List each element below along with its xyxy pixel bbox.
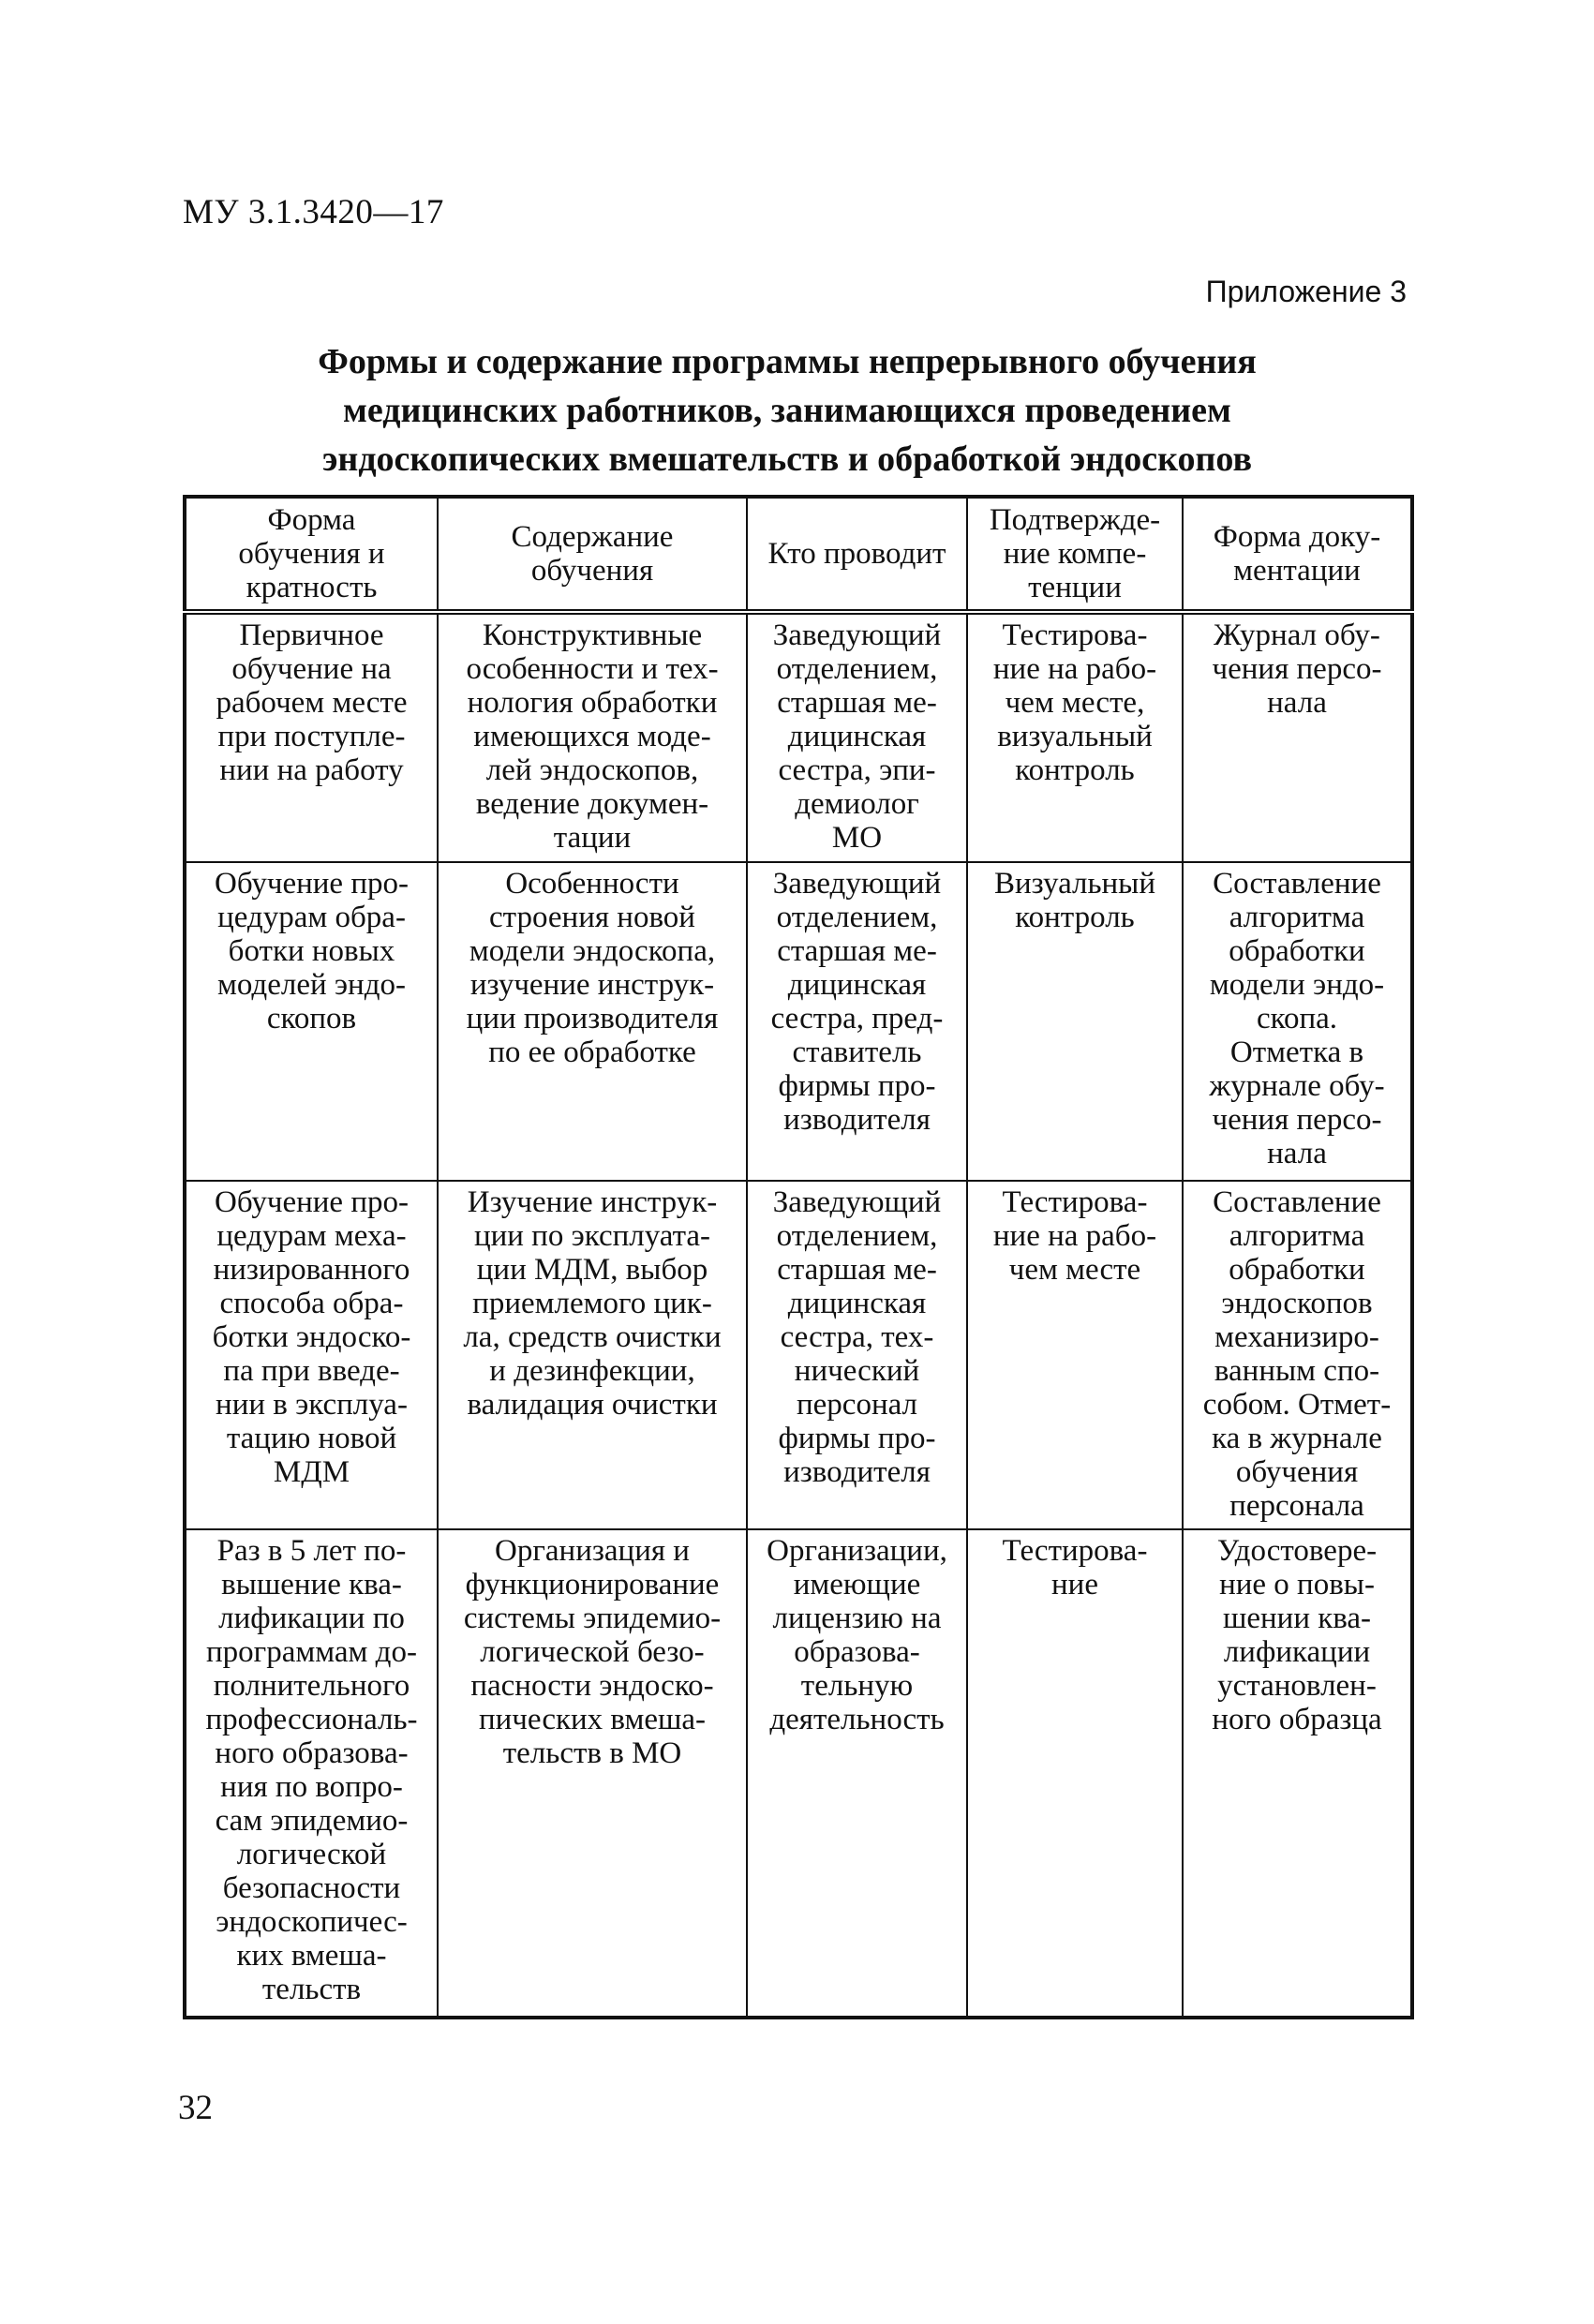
title-line: медицинских работников, занимающихся проведением [343, 391, 1231, 430]
title-line: Формы и содержание программы непрерывного обучения [318, 342, 1257, 381]
header-training-content: Содержание обучения [438, 497, 747, 612]
header-documentation-form: Форма доку- ментации [1183, 497, 1412, 612]
header-competence-confirmation: Подтвержде- ние компе- тенции [967, 497, 1183, 612]
table-row [185, 612, 1412, 862]
document-code: МУ 3.1.3420—17 [183, 193, 444, 231]
table-cell: Заведующий отделением, старшая ме- дицинская сестра, эпи- демиолог МО [747, 612, 967, 862]
document-title [178, 337, 1396, 484]
table-row [185, 862, 1412, 1181]
header-conducted-by: Кто проводит [747, 497, 967, 612]
table-row [185, 1529, 1412, 2018]
table-cell: Заведующий отделением, старшая ме- дицинская сестра, пред- ставитель фирмы про- изводителя [747, 862, 967, 1181]
table-row [185, 1181, 1412, 1529]
table-cell: Организация и функционирование системы эпидемио- логической безо- пасности эндоско- пических вмеша- тельств в МО [438, 1529, 747, 2018]
table-cell: Организации, имеющие лицензию на образова- тельную деятельность [747, 1529, 967, 2018]
table-cell: Изучение инструк- ции по эксплуата- ции МДМ, выбор приемлемого цик- ла, средств очистки и дезинфекции, валидация очистки [438, 1181, 747, 1529]
page-number: 32 [178, 2089, 213, 2127]
appendix-label: Приложение 3 [1205, 275, 1407, 308]
table-cell: Особенности строения новой модели эндоскопа, изучение инструк- ции производителя по ее обработке [438, 862, 747, 1181]
table-cell: Составление алгоритма обработки эндоскопов механизиро- ванным спо- собом. Отмет- ка в журнале обучения персонала [1183, 1181, 1412, 1529]
table-cell: Визуальный контроль [967, 862, 1183, 1181]
table-cell: Тестирова- ние [967, 1529, 1183, 2018]
title-line: эндоскопических вмешательств и обработкой эндоскопов [322, 439, 1252, 479]
training-program-table [183, 495, 1414, 2019]
table-cell: Тестирова- ние на рабо- чем месте, визуальный контроль [967, 612, 1183, 862]
table-cell: Раз в 5 лет по- вышение ква- лификации по программам до- полнительного профессиональ- ного образова- ния по вопро- сам эпидемио- логической безопасности эндоскопичес- ких вмеша- тельств [185, 1529, 438, 2018]
table-cell: Обучение про- цедурам обра- ботки новых моделей эндо- скопов [185, 862, 438, 1181]
table-cell: Тестирова- ние на рабо- чем месте [967, 1181, 1183, 1529]
table-cell: Заведующий отделением, старшая ме- дицинская сестра, тех- нический персонал фирмы про- изводителя [747, 1181, 967, 1529]
table-header-row [185, 497, 1412, 612]
table-cell: Конструктивные особенности и тех- нология обработки имеющихся моде- лей эндоскопов, ведение докумен- тации [438, 612, 747, 862]
header-training-form: Форма обучения и кратность [185, 497, 438, 612]
table-cell: Составление алгоритма обработки модели эндо- скопа. Отметка в журнале обу- чения персо- нала [1183, 862, 1412, 1181]
table-cell: Удостовере- ние о повы- шении ква- лификации установлен- ного образца [1183, 1529, 1412, 2018]
table-cell: Первичное обучение на рабочем месте при поступле- нии на работу [185, 612, 438, 862]
table-cell: Журнал обу- чения персо- нала [1183, 612, 1412, 862]
table-cell: Обучение про- цедурам меха- низированного способа обра- ботки эндоско- па при введе- нии в эксплуа- тацию новой МДМ [185, 1181, 438, 1529]
